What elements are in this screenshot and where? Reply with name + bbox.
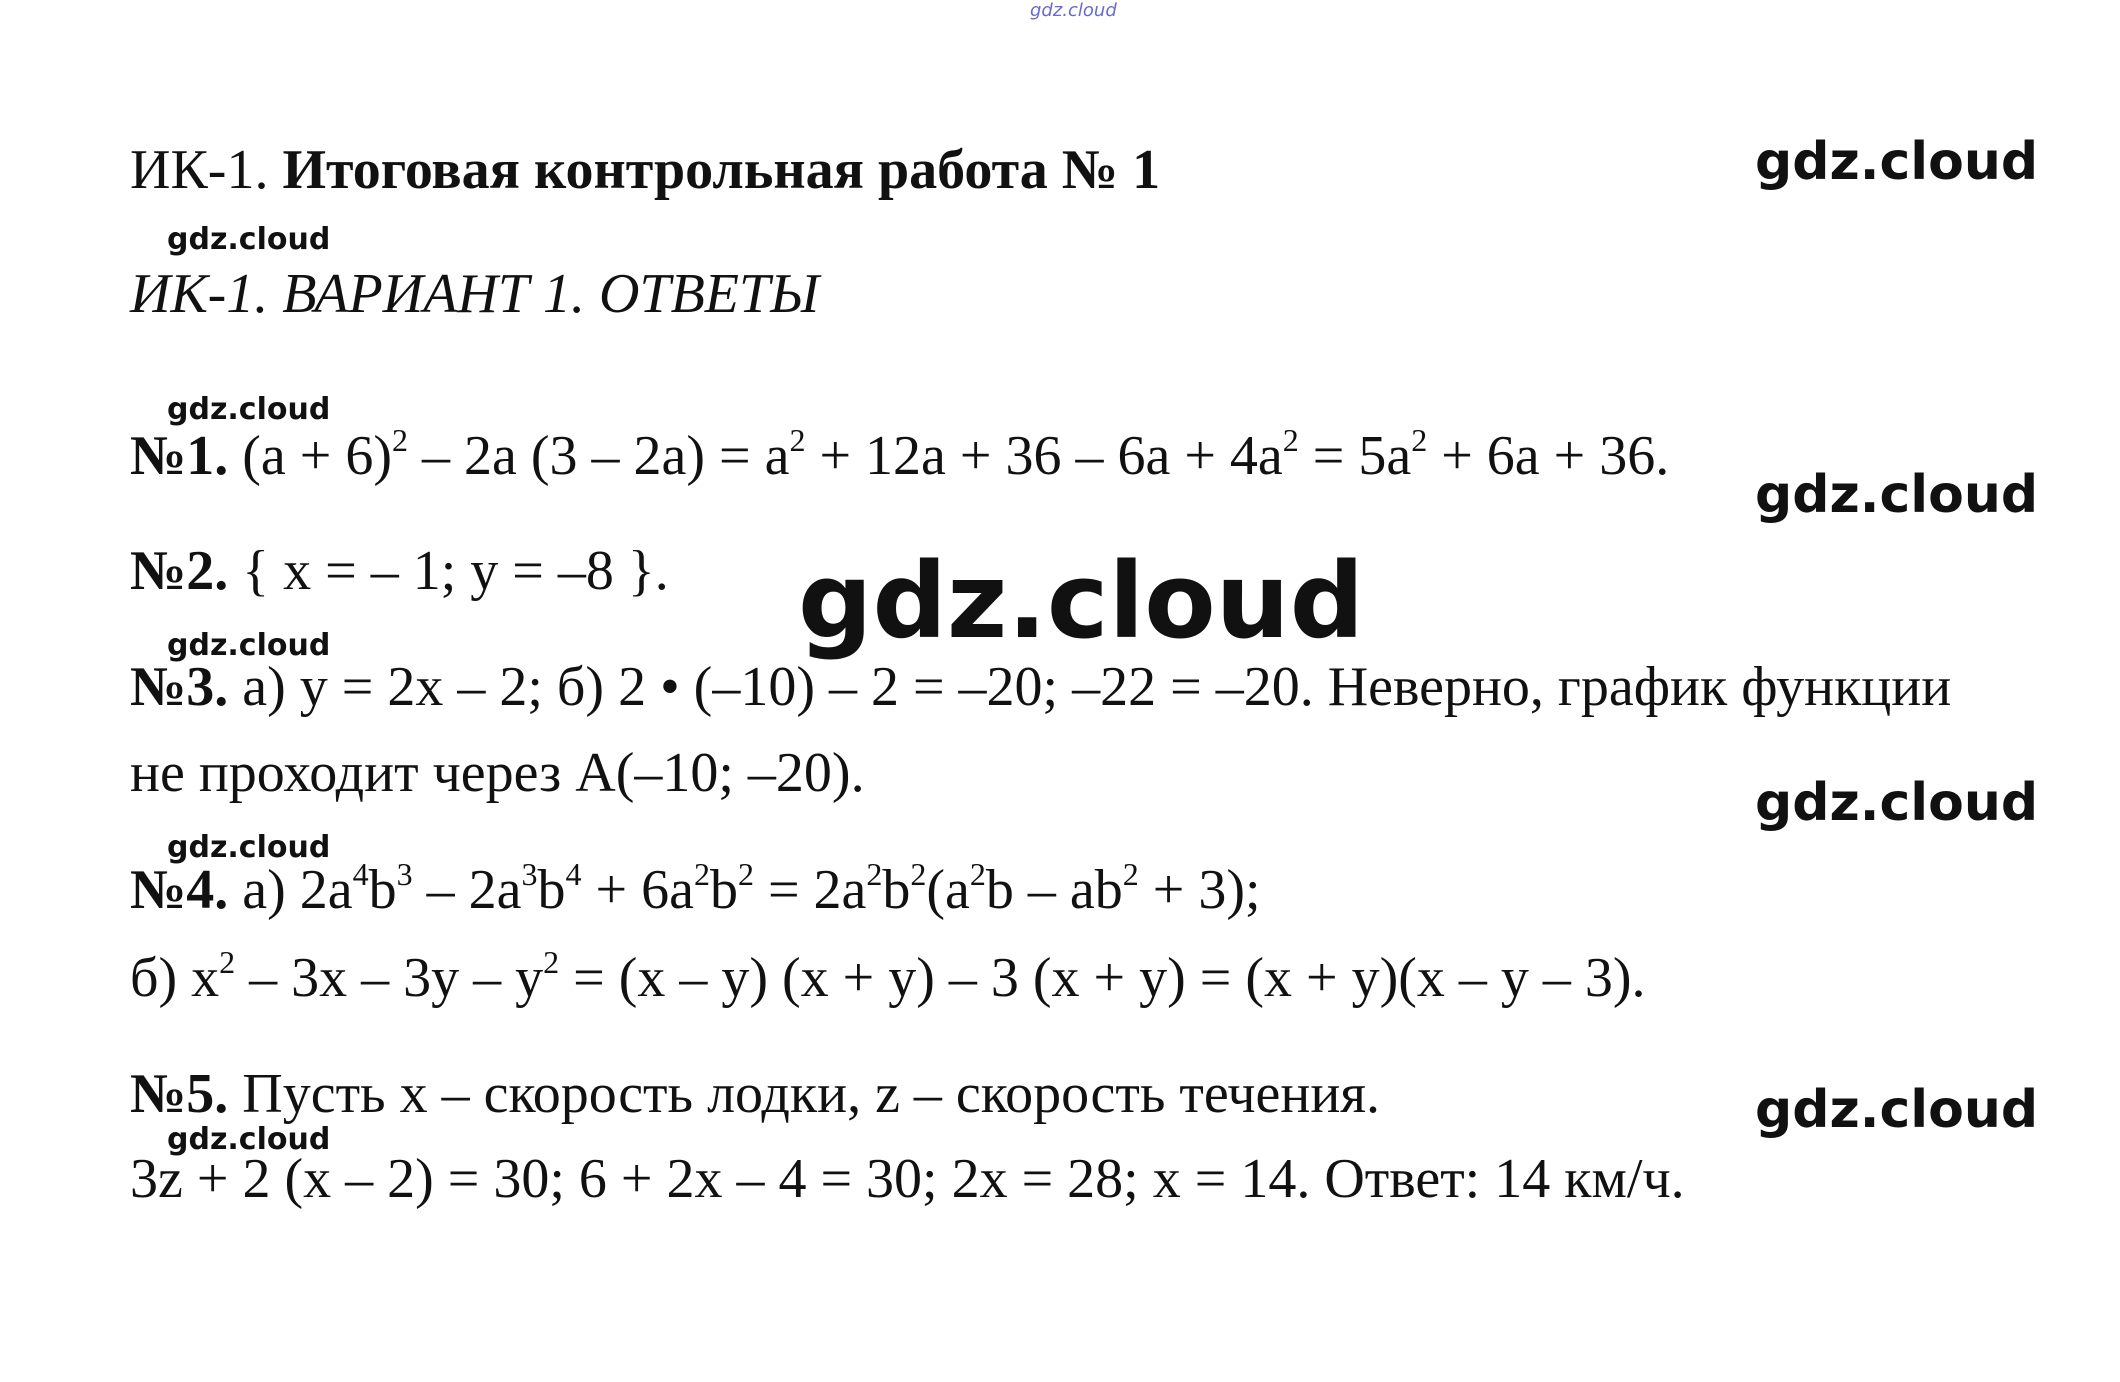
watermark-label: gdz.cloud	[1755, 132, 2039, 192]
answer-5-label: №5.	[130, 1063, 229, 1125]
answer-1-label: №1.	[130, 425, 229, 487]
answer-4-label: №4.	[130, 859, 229, 921]
answer-5-text: Пусть x – скорость лодки, z – скорость течения.	[242, 1063, 1381, 1125]
watermark-center: gdz.cloud	[798, 540, 1365, 662]
answer-5-line-2: 3z + 2 (x – 2) = 30; 6 + 2x – 4 = 30; 2x = 28; x = 14. Ответ: 14 км/ч.	[130, 1148, 1685, 1210]
watermark-label: gdz.cloud	[167, 1122, 331, 1157]
watermark-label: gdz.cloud	[1755, 1080, 2039, 1140]
answer-1: №1. $(a + 6)^2 - 2a$ $(3 - 2a) = a^2 + 12a + 36 - 6a + 4a^2 = 5a^2 + 6a + 36$.	[130, 422, 1670, 487]
answer-3-line-2: не проходит через A(–10; –20).	[130, 742, 865, 804]
variant-heading: ИК-1. ВАРИАНТ 1. ОТВЕТЫ	[130, 263, 819, 325]
answer-5-line-1	[130, 1063, 1381, 1125]
watermark-label: gdz.cloud	[1755, 465, 2039, 525]
watermark-label: gdz.cloud	[167, 392, 331, 427]
answer-4-line-2: б) $x^2 - 3x - 3y - y^2 = (x - y) (x + y) - 3$ (x + y) = (x + y)(x – y – 3).	[130, 944, 1646, 1009]
answer-3-text: а) y = 2x – 2; б) 2 • (–10) – 2 = –20; –22 = –20. Неверно, график функции	[242, 656, 1952, 718]
watermark-label: gdz.cloud	[1755, 773, 2039, 833]
watermark-label: gdz.cloud	[167, 830, 331, 865]
title-code: ИК-1.	[130, 139, 269, 201]
answer-2	[130, 540, 669, 602]
answer-2-label: №2.	[130, 540, 229, 602]
page-title	[130, 138, 1160, 202]
answer-2-text: { x = – 1; y = –8 }.	[242, 540, 669, 602]
watermark-top: gdz.cloud	[1030, 0, 1117, 21]
watermark-label: gdz.cloud	[167, 222, 331, 257]
answer-3-line-1	[130, 656, 1952, 718]
answer-4-line-1: №4. а) $2a^4b^3 - 2a^3b^4 + 6a^2b^2 = 2a^2b^2(a^2b - ab^2 + 3)$;	[130, 856, 1261, 921]
watermark-label: gdz.cloud	[167, 628, 331, 663]
title-text: Итоговая контрольная работа № 1	[282, 139, 1161, 201]
answer-3-label: №3.	[130, 656, 229, 718]
